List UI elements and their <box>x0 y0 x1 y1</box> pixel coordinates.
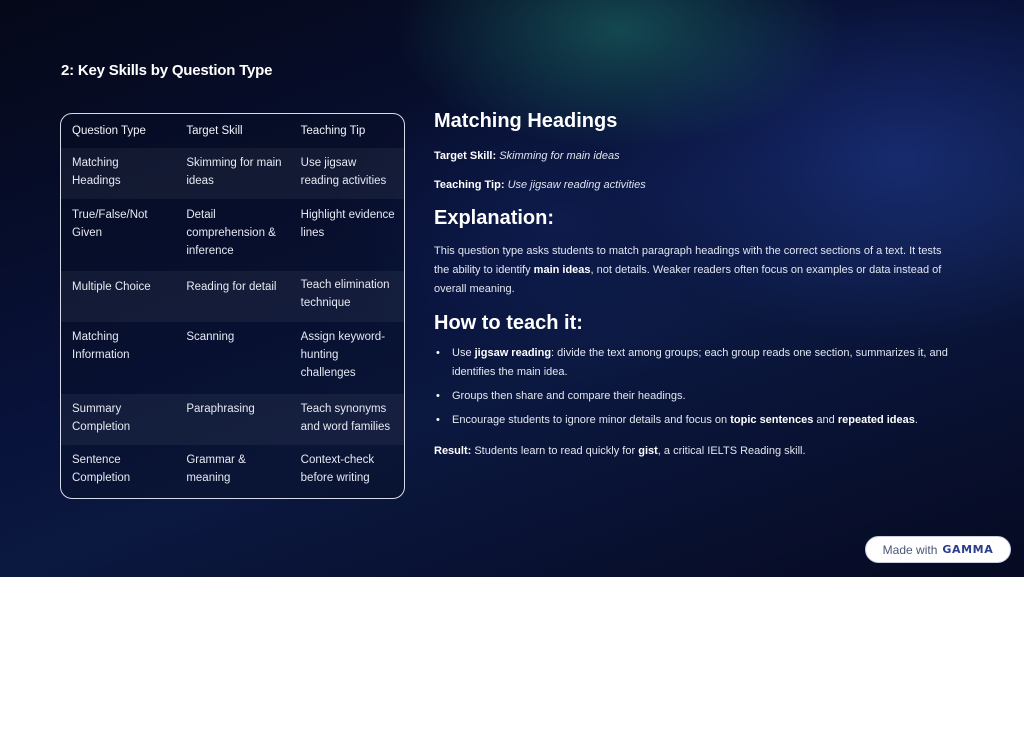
bullet-emphasis: topic sentences <box>730 414 814 426</box>
teaching-tip-line <box>434 179 646 191</box>
cell-target-skill: Grammar & meaning <box>186 454 246 484</box>
teaching-tip-label: Teaching Tip: <box>434 179 505 191</box>
slide-title: 2: Key Skills by Question Type <box>61 62 273 79</box>
table-row <box>61 394 404 445</box>
explanation-text-part: This question type asks students to match paragraph headings with the correct sections of a text. It tests the ability to identify <box>434 245 942 276</box>
explanation-text <box>434 242 954 299</box>
cell-question-type: Multiple Choice <box>72 281 151 293</box>
table-row <box>61 271 404 322</box>
gamma-logo: GAMMA <box>942 543 994 556</box>
bullet-text: Groups then share and compare their headings. <box>452 390 686 402</box>
table-row <box>61 445 404 498</box>
result-emphasis: gist <box>638 445 658 457</box>
cell-target-skill: Skimming for main ideas <box>186 157 282 187</box>
bullet-dot-icon: • <box>436 414 440 426</box>
cell-question-type: Sentence Completion <box>72 454 131 484</box>
cell-question-type: Summary Completion <box>72 403 131 433</box>
cell-teaching-tip: Assign keyword-hunting challenges <box>300 331 386 379</box>
cell-teaching-tip: Context-check before writing <box>300 454 375 484</box>
explanation-text-part: , not details. Weaker readers often focus on examples or data instead of overall meaning. <box>434 264 942 295</box>
explanation-emphasis: main ideas <box>533 264 591 276</box>
header-question-type: Question Type <box>72 125 146 137</box>
bullet-text: Encourage students to ignore minor details and focus on <box>452 414 731 426</box>
cell-target-skill: Reading for detail <box>186 281 277 293</box>
result-text: , a critical IELTS Reading skill. <box>657 445 806 457</box>
cell-question-type: Matching Headings <box>72 157 121 187</box>
skills-table <box>60 113 405 499</box>
cell-question-type: True/False/Not Given <box>72 209 148 239</box>
cell-teaching-tip: Teach synonyms and word families <box>300 403 391 433</box>
result-label: Result: <box>434 445 472 457</box>
result-line <box>434 442 806 461</box>
bullet-text: Use <box>452 347 475 359</box>
bullet-text: : divide the text among groups; each group reads one section, summarizes it, and identifies the main idea. <box>452 347 948 378</box>
explanation-heading: Explanation: <box>434 207 555 229</box>
bullet-emphasis: repeated ideas <box>837 414 915 426</box>
table-row <box>61 148 404 199</box>
cell-teaching-tip: Highlight evidence lines <box>300 209 395 239</box>
bullet-emphasis: jigsaw reading <box>474 347 552 359</box>
header-teaching-tip: Teaching Tip <box>300 125 366 137</box>
result-text: Students learn to read quickly for <box>471 445 639 457</box>
list-item <box>434 344 954 382</box>
table-row <box>61 199 404 271</box>
target-skill-line <box>434 150 620 162</box>
table-header-row <box>61 114 404 148</box>
target-skill-label: Target Skill: <box>434 150 497 162</box>
cell-target-skill: Scanning <box>186 331 235 343</box>
bullet-dot-icon: • <box>436 347 440 359</box>
how-to-teach-heading: How to teach it: <box>434 312 583 334</box>
list-item <box>434 387 954 406</box>
made-with-gamma-badge[interactable] <box>865 536 1011 563</box>
cell-teaching-tip: Teach elimination technique <box>300 279 390 309</box>
table-row <box>61 322 404 394</box>
cell-target-skill: Detail comprehension & inference <box>186 209 276 257</box>
bullet-text: . <box>914 414 918 426</box>
cell-target-skill: Paraphrasing <box>186 403 255 415</box>
detail-heading: Matching Headings <box>434 110 618 132</box>
teaching-tip-value: Use jigsaw reading activities <box>507 179 646 191</box>
teaching-steps-list <box>434 344 954 435</box>
badge-prefix: Made with <box>882 542 938 557</box>
bullet-dot-icon: • <box>436 390 440 402</box>
cell-question-type: Matching Information <box>72 331 130 361</box>
list-item <box>434 411 954 430</box>
cell-teaching-tip: Use jigsaw reading activities <box>300 157 387 187</box>
target-skill-value: Skimming for main ideas <box>499 150 620 162</box>
bullet-text: and <box>813 414 838 426</box>
header-target-skill: Target Skill <box>186 125 243 137</box>
